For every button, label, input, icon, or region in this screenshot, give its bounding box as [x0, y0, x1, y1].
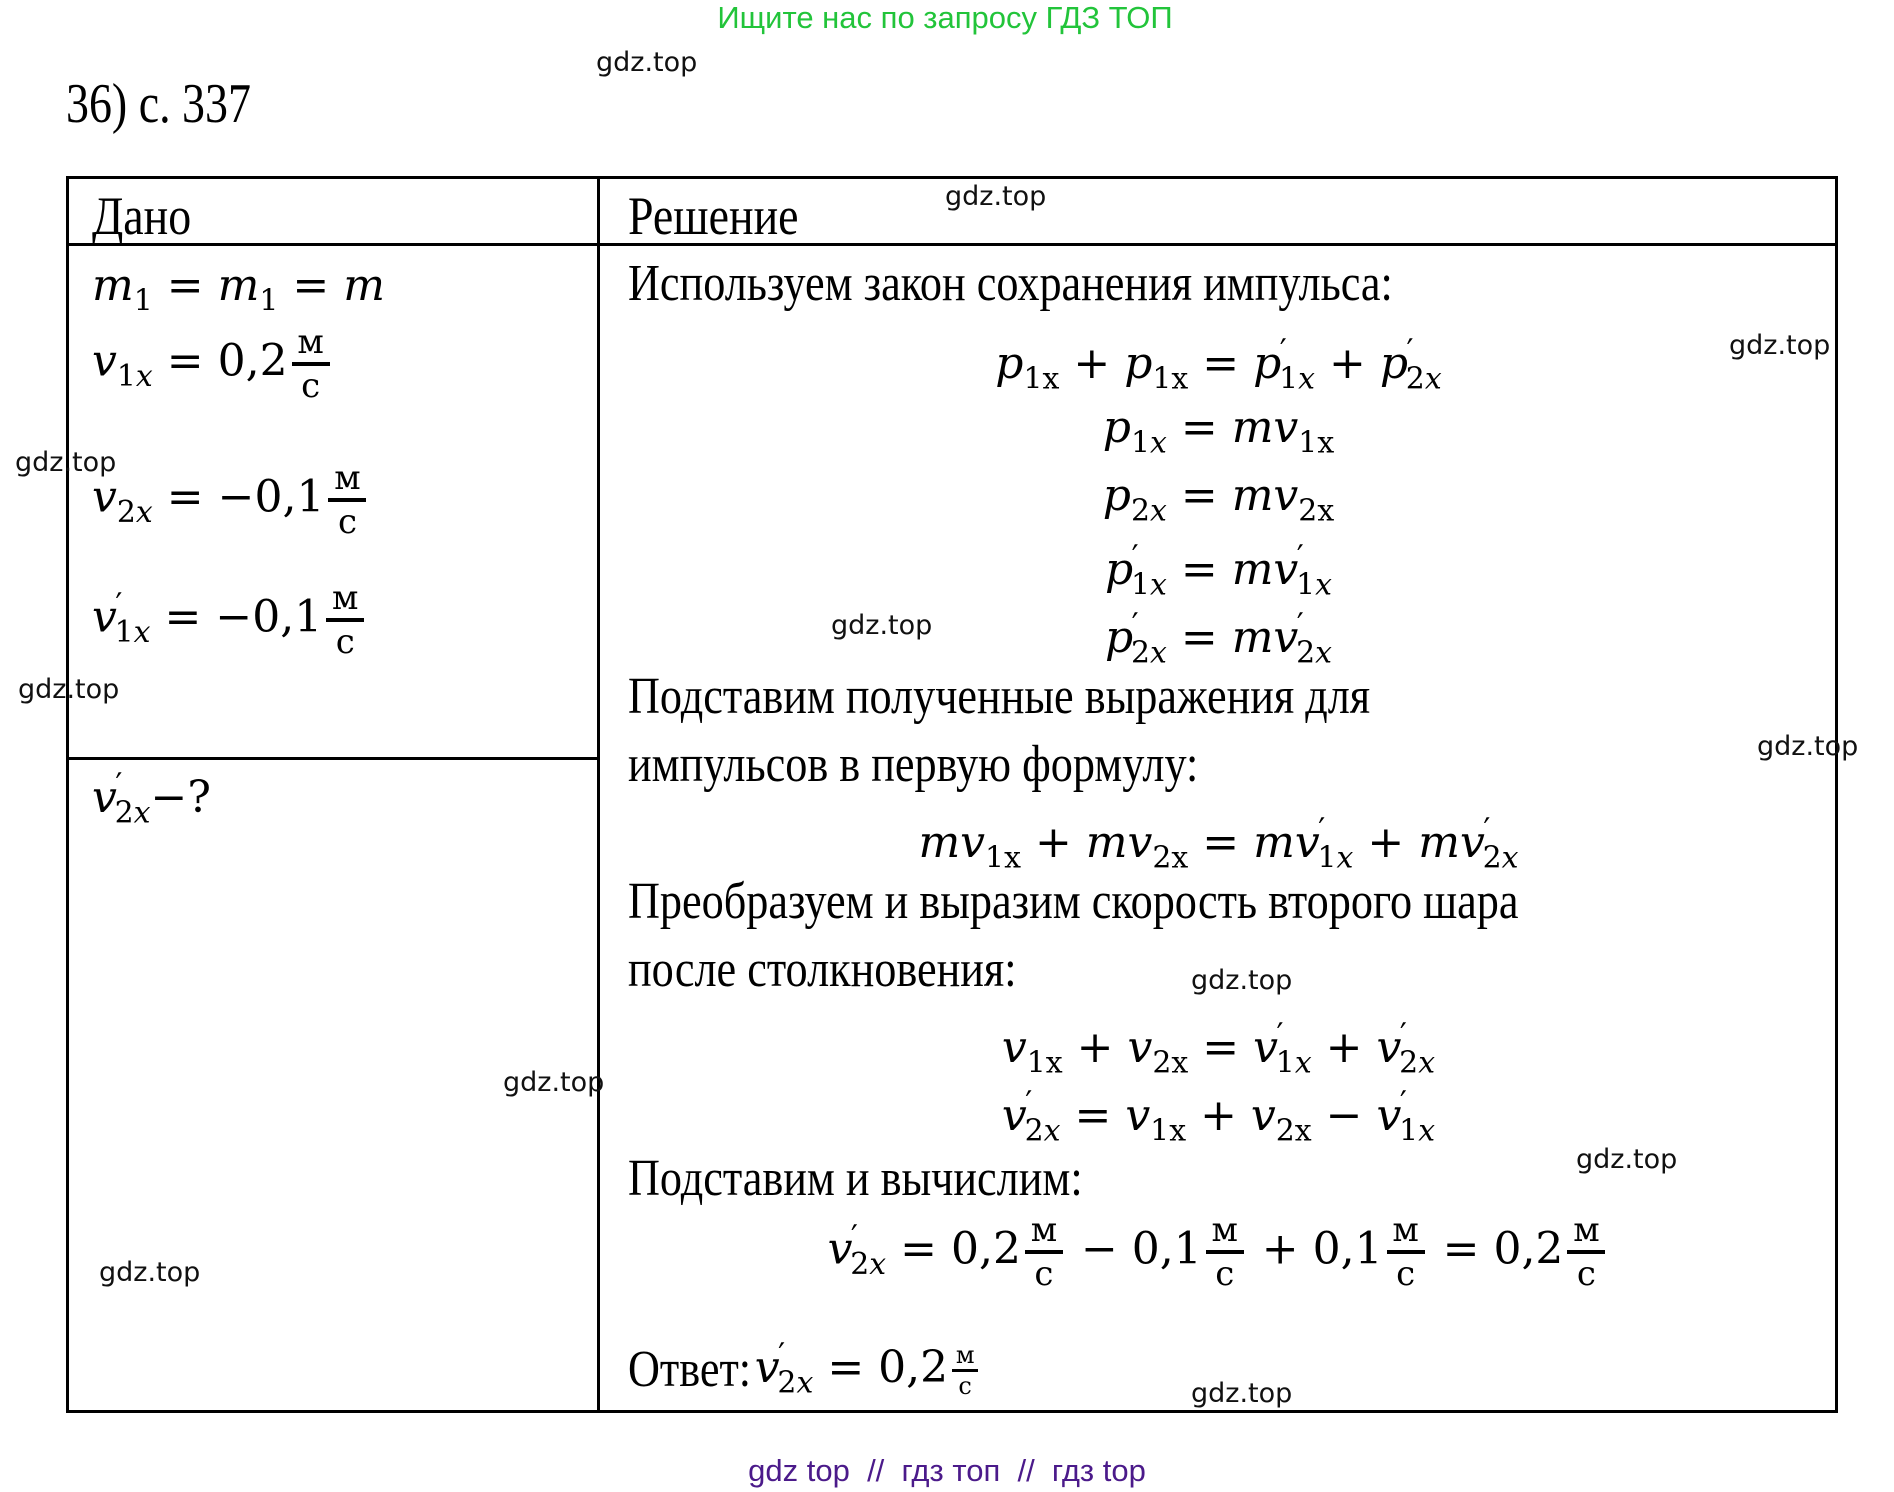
- answer-label: Ответ:: [628, 1340, 752, 1398]
- page-title: 36) с. 337: [66, 73, 251, 135]
- equation-velocities: $v_{1x} + v_{2x} = v'_{1x} + v'_{2x}$: [1001, 1017, 1436, 1081]
- unit-fraction: $\frac{м}{с}$: [292, 322, 330, 406]
- search-banner-text: Ищите нас по запросу ГДЗ ТОП: [717, 0, 1173, 35]
- given-v2x: $v_{2x} = -0,1$ $\frac{м}{с}$: [92, 458, 370, 542]
- unit-fraction: $\frac{м}{с}$: [328, 458, 366, 542]
- solution-line-3: импульсов в первую формулу:: [628, 736, 1199, 793]
- equation-substituted: $mv_{1x} + mv_{2x} = mv'_{1x} + mv'_{2x}$: [918, 812, 1519, 876]
- watermark: gdz.top: [503, 1067, 605, 1098]
- watermark: gdz.top: [596, 47, 698, 78]
- equation-momentum-conservation: $p_{1x} + p_{1x} = p'_{1x} + p'_{2x}$: [995, 333, 1442, 397]
- solution-line-5: после столкновения:: [628, 941, 1017, 998]
- header-given: Дано: [92, 186, 192, 246]
- given-find-divider: [66, 757, 598, 760]
- answer-expr: $v'_{2x} = 0,2$ $\frac{м}{с}$: [755, 1340, 982, 1400]
- watermark: gdz.top: [1576, 1144, 1678, 1175]
- equation-v2x-prime: $v'_{2x} = v_{1x} + v_{2x} - v'_{1x}$: [1001, 1085, 1436, 1149]
- watermark: gdz.top: [99, 1257, 201, 1288]
- equation-p2x: $p_{2x} = mv_{2x}$: [1102, 470, 1335, 529]
- solution-line-4: Преобразуем и выразим скорость второго шара: [628, 873, 1519, 930]
- watermark: gdz.top: [15, 447, 117, 478]
- solution-line-1: Используем закон сохранения импульса:: [628, 255, 1393, 312]
- given-mass: $m_1 = m_1 = m$: [92, 260, 385, 319]
- find-v2x-prime: $v'_{2x}-$?: [92, 767, 212, 831]
- equation-calculation: $v'_{2x} = 0,2$ $\frac{м}{с}$ − 0,1 $\frac{м}{с}$ + 0,1 $\frac{м}{с}$ = 0,2 $\frac{м}{с}$: [600, 1210, 1837, 1294]
- watermark: gdz.top: [1191, 965, 1293, 996]
- unit-fraction: $\frac{м}{с}$: [326, 578, 364, 662]
- answer: [628, 1337, 982, 1401]
- solution-line-6: Подставим и вычислим:: [628, 1150, 1083, 1207]
- equation-p1x: $p_{1x} = mv_{1x}$: [1102, 402, 1335, 461]
- given-v1x: $v_{1x} = 0,2$ $\frac{м}{с}$: [92, 322, 334, 406]
- header-divider: [66, 243, 1838, 246]
- given-v1x-prime: $v'_{1x} = -0,1$ $\frac{м}{с}$: [92, 578, 368, 662]
- watermark: gdz.top: [1191, 1378, 1293, 1409]
- footer-links: [0, 1452, 1894, 1490]
- watermark: gdz.top: [18, 674, 120, 705]
- footer-text: gdz top // гдз топ // гдз top: [748, 1453, 1146, 1488]
- search-banner: [0, 0, 1894, 36]
- header-solution: Решение: [628, 186, 799, 246]
- watermark: gdz.top: [945, 181, 1047, 212]
- equation-p1x-prime: $p'_{1x} = mv'_{1x}$: [1105, 539, 1332, 603]
- watermark: gdz.top: [831, 610, 933, 641]
- solution-line-2: Подставим полученные выражения для: [628, 668, 1371, 725]
- equation-p2x-prime: $p'_{2x} = mv'_{2x}$: [1105, 607, 1332, 671]
- watermark: gdz.top: [1729, 330, 1831, 361]
- watermark: gdz.top: [1757, 731, 1859, 762]
